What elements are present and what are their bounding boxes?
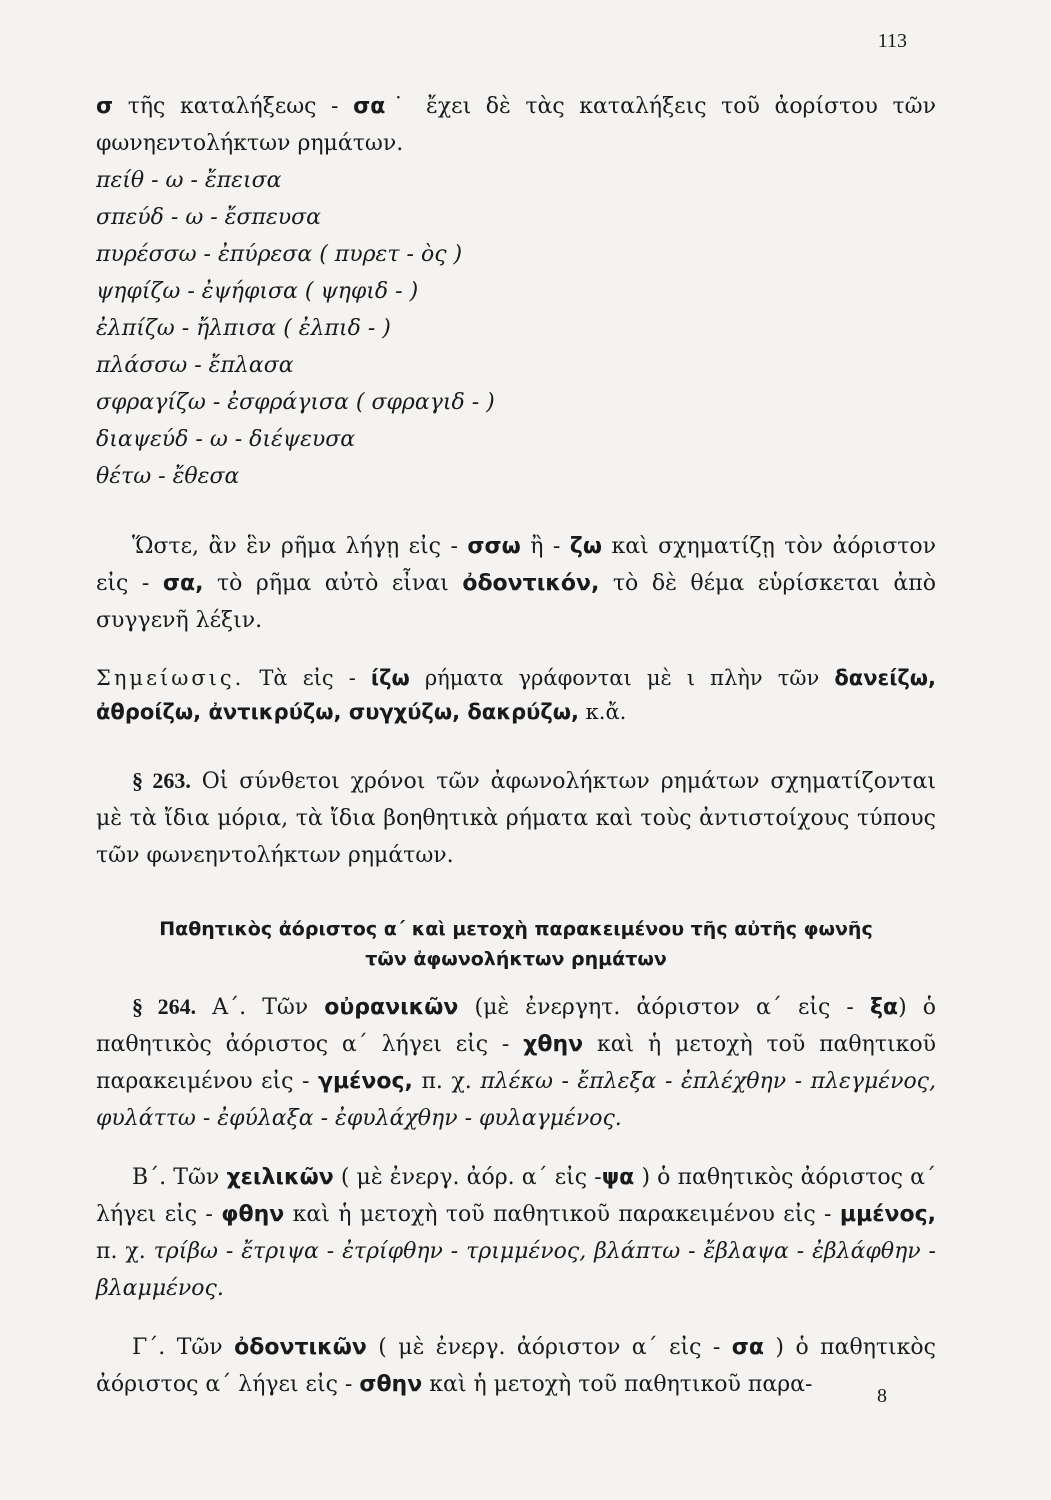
bold-term: σ [96, 94, 114, 119]
bold-term: ζω [569, 534, 602, 559]
text-run: Α΄. Τῶν [196, 995, 325, 1020]
text-run: ( μὲ ἐνεργ. ἀόρ. α΄ εἰς - [333, 1165, 602, 1190]
text-run: π. χ. [412, 1069, 481, 1094]
list-item: διαψεύδ - ω - διέψευσα [96, 427, 356, 452]
text-run: ) ὁ παθητικὸς ἀόριστος α΄ λήγει εἰς - [96, 1165, 936, 1227]
text-run: ˙ ἔχει δὲ τὰς καταλήξεις τοῦ ἀορίστου τῶν φωνηεντολήκτων ρημάτων. [96, 94, 936, 156]
list-item: σφραγίζω - ἐσφράγισα ( σφραγιδ - ) [96, 390, 495, 415]
bold-term: σσω [467, 534, 521, 559]
section-heading [96, 914, 936, 974]
text-run: καὶ σχηματίζῃ τὸν ἀόριστον εἰς - [96, 534, 936, 596]
bold-term: γμένος, [317, 1069, 413, 1094]
section-263 [96, 762, 936, 874]
list-item: πλάσσω - ἔπλασα [96, 353, 294, 378]
folio-signature: 8 [877, 1385, 887, 1407]
text-run: καὶ ἡ μετοχὴ τοῦ παθητικοῦ παρακειμένου εἰς - [284, 1202, 840, 1227]
text-run: τὸ ρῆμα αὐτὸ εἶναι [203, 571, 463, 596]
text-run: π. χ. [96, 1239, 154, 1264]
bold-term: φθην [221, 1202, 285, 1227]
text-run: τῆς καταλήξεως - [113, 94, 354, 119]
bold-term: ὀδοντικόν, [462, 571, 600, 596]
bold-term: μμένος, [839, 1202, 936, 1227]
text-run: Β΄. Τῶν [132, 1165, 227, 1190]
bold-term: σα [353, 94, 386, 119]
italic-example: πλέκω - ἔπλεξα - ἐπλέχθην - πλεγμένος, φυλάττω - ἐφύλαξα - ἐφυλάχθην - φυλαγμένος. [96, 1069, 937, 1131]
italic-example: τρίβω - ἔτριψα - ἐτρίφθην - τριμμένος, βλάπτω - ἔβλαψα - ἐβλάφθην - βλαμμένος. [96, 1239, 936, 1301]
text-run: Ὥστε, ἂν ἓν ρῆμα λήγῃ εἰς - [132, 534, 468, 559]
text-run: ἢ - [520, 534, 570, 559]
page-body [96, 88, 936, 1403]
example-list [96, 162, 936, 495]
bold-term: ὀδοντικῶν [234, 1335, 367, 1360]
text-run: τὸ δὲ θέμα εὑρίσκεται ἀπὸ συγγενῆ λέξιν. [96, 571, 936, 633]
text-run: ( μὲ ἐνεργ. ἀόριστον α΄ εἰς - [366, 1335, 732, 1360]
list-item: σπεύδ - ω - ἔσπευσα [96, 205, 322, 230]
text-run: ) ὁ παθητικὸς ἀόριστος α΄ λήγει εἰς - [96, 995, 936, 1057]
bold-term: οὐρανικῶν [324, 995, 459, 1020]
list-item: ἐλπίζω - ἤλπισα ( ἐλπιδ - ) [96, 316, 391, 341]
text-run: καὶ ἡ μετοχὴ τοῦ παθητικοῦ παρακειμένου εἰς - [96, 1032, 936, 1094]
bold-term: σθην [359, 1372, 423, 1397]
text-run: κ.ἄ. [578, 700, 627, 724]
text-run: καὶ ἡ μετοχὴ τοῦ παθητικοῦ παρα- [422, 1372, 813, 1397]
bold-term: ξα [869, 995, 899, 1020]
list-item: ψηφίζω - ἐψήφισα ( ψηφιδ - ) [96, 279, 419, 304]
page-number: 113 [877, 30, 907, 52]
text-run: ) ὁ παθητικὸς ἀόριστος α΄ λήγει εἰς - [96, 1335, 936, 1397]
text-run: Τὰ εἰς - [244, 666, 371, 690]
bold-term: σα [731, 1335, 764, 1360]
note-label: Σημείωσις. [96, 666, 245, 690]
subsection-b [96, 1159, 936, 1307]
bold-term: δανείζω, ἀθροίζω, ἀντικρύζω, συγχύζω, δακρύζω, [96, 666, 937, 724]
list-item: πείθ - ω - ἔπεισα [96, 168, 282, 193]
bold-term: ψα [601, 1165, 635, 1190]
subsection-g [96, 1329, 936, 1403]
heading-line: Παθητικὸς ἀόριστος α΄ καὶ μετοχὴ παρακειμένου τῆς αὐτῆς φωνῆς [159, 918, 873, 940]
section-number: § 264. [132, 994, 197, 1019]
bold-term: χθην [523, 1032, 584, 1057]
list-item: πυρέσσω - ἐπύρεσα ( πυρετ - ὸς ) [96, 242, 463, 267]
heading-line: τῶν ἀφωνολήκτων ρημάτων [365, 948, 667, 970]
section-264 [96, 988, 936, 1137]
text-run: ρήματα γράφονται μὲ ι πλὴν τῶν [409, 666, 835, 690]
intro-paragraph [96, 88, 936, 162]
note-paragraph [96, 661, 936, 729]
text-run: Γ΄. Τῶν [132, 1335, 235, 1360]
list-item: θέτω - ἔθεσα [96, 464, 240, 489]
text-run: Οἱ σύνθετοι χρόνοι τῶν ἀφωνολήκτων ρημάτων σχηματίζονται μὲ τὰ ἴδια μόρια, τὰ ἴδια βοηθητικὰ ρήματα καὶ τοὺς ἀντιστοίχους τύπους τῶν φωνεηντολήκτων ρημάτων. [96, 769, 936, 868]
bold-term: ίζω [370, 666, 410, 690]
text-run: (μὲ ἐνεργητ. ἀόριστον α΄ εἰς - [458, 995, 870, 1020]
bold-term: χειλικῶν [226, 1165, 334, 1190]
bold-term: σα, [162, 571, 204, 596]
section-number: § 263. [132, 768, 191, 793]
conclusion-paragraph [96, 528, 936, 639]
